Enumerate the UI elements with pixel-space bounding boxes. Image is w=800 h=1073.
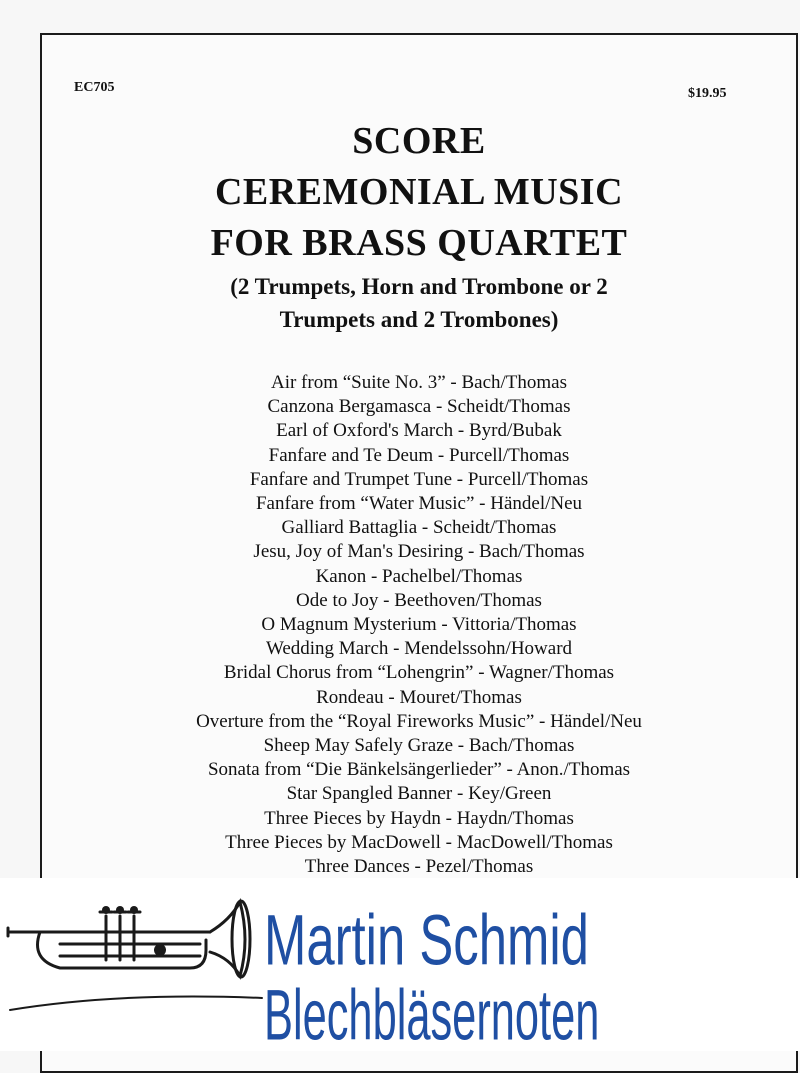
trumpet-icon (0, 880, 268, 1040)
contents-item: Air from “Suite No. 3” - Bach/Thomas (270, 372, 567, 393)
contents-item: Bridal Chorus from “Lohengrin” - Wagner/Thomas (223, 662, 615, 684)
subtitle-line-1: (2 Trumpets, Horn and Trombone or 2 (230, 274, 608, 299)
contents-item: Overture from the “Royal Fireworks Music” - Händel/Neu (196, 710, 642, 732)
contents-item: Jesu, Joy of Man's Desiring - Bach/Thomas (253, 541, 585, 563)
contents-item: Fanfare from “Water Music” - Händel/Neu (255, 493, 583, 515)
title-line-1: SCORE (352, 120, 486, 162)
price: $19.95 (688, 86, 727, 101)
contents-item: Ode to Joy - Beethoven/Thomas (296, 589, 542, 611)
contents-item: Star Spangled Banner - Key/Green (286, 783, 552, 805)
title-line-2: CEREMONIAL MUSIC (214, 171, 624, 213)
title-block (40, 116, 798, 335)
catalog-code: EC705 (74, 80, 115, 95)
contents-item: Rondeau - Mouret/Thomas (316, 686, 522, 708)
contents-item: Sheep May Safely Graze - Bach/Thomas (263, 735, 575, 757)
contents-item: Earl of Oxford's March - Byrd/Bubak (276, 420, 562, 442)
contents-item: Three Dances - Pezel/Thomas (304, 856, 534, 878)
contents-item: Three Pieces by Haydn - Haydn/Thomas (264, 807, 574, 829)
contents-item: Sonata from “Die Bänkelsängerlieder” - Anon./Thomas (207, 759, 631, 781)
contents-item: Canzona Bergamasca - Scheidt/Thomas (267, 396, 571, 418)
seller-tagline: Blechbläsernoten (264, 976, 600, 1056)
contents-item: Three Pieces by MacDowell - MacDowell/Thomas (225, 831, 613, 853)
subtitle-line-2: Trumpets and 2 Trombones) (279, 307, 559, 332)
contents-item: Galliard Battaglia - Scheidt/Thomas (281, 517, 557, 539)
title-line-3: FOR BRASS QUARTET (210, 222, 628, 264)
contents-item: O Magnum Mysterium - Vittoria/Thomas (261, 614, 577, 636)
seller-name: Martin Schmid (264, 901, 589, 981)
contents-item: Fanfare and Trumpet Tune - Purcell/Thomas (249, 468, 589, 490)
contents-item: Wedding March - Mendelssohn/Howard (265, 638, 573, 660)
contents-item: Fanfare and Te Deum - Purcell/Thomas (268, 444, 570, 466)
contents-list (40, 371, 798, 879)
contents-item: Kanon - Pachelbel/Thomas (315, 565, 523, 587)
